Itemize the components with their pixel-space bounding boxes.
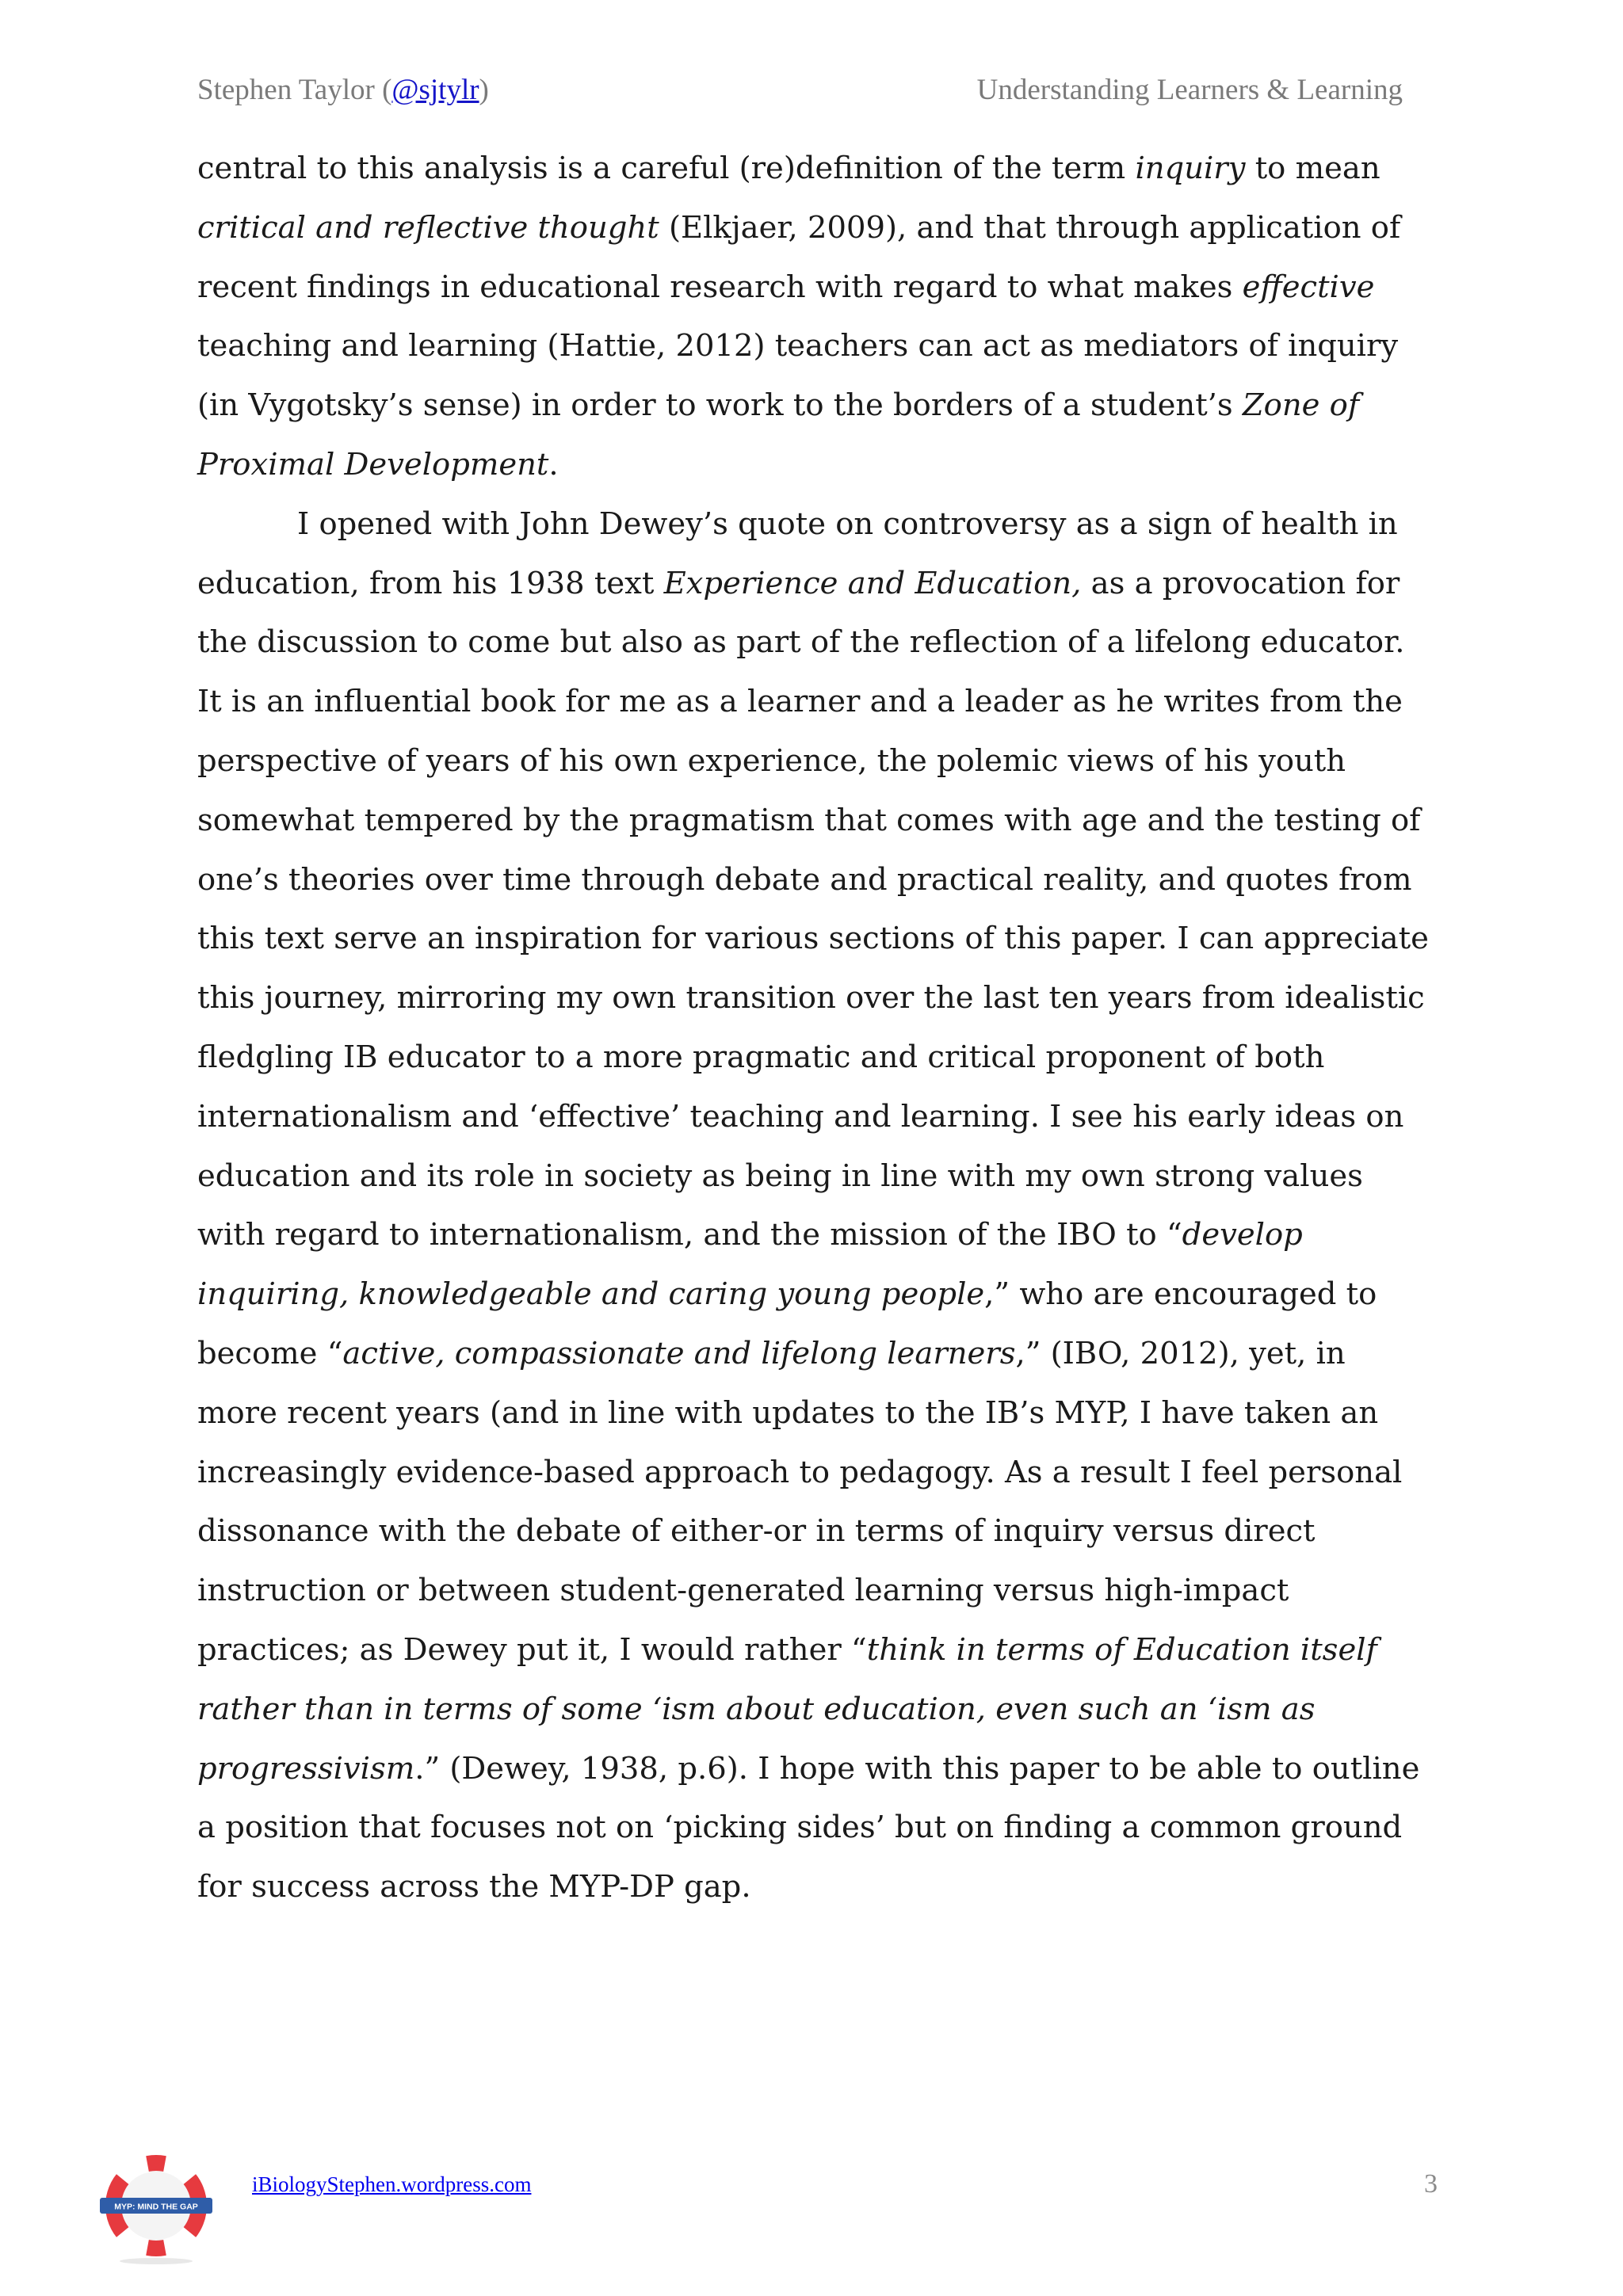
paragraph-2 [197, 495, 1434, 1917]
italic-text: effective [1242, 269, 1375, 305]
italic-text: Experience and Education, [663, 565, 1082, 601]
twitter-handle-link[interactable]: @sjtylr [391, 74, 479, 106]
page-number: 3 [1424, 2169, 1438, 2199]
paragraph-text: . [548, 446, 559, 482]
paragraph-text: (Elkjaer, 2009), and that through application of recent findings in educational research with regard to what makes [197, 209, 1401, 305]
italic-text: inquiry [1135, 151, 1246, 186]
paragraph-text: .” (Dewey, 1938, p.6). I hope with this paper to be able to outline a position that focuses not on ‘picking sides’ but on finding a common ground for success across the MYP-DP gap. [197, 1750, 1420, 1905]
footer-website-link[interactable]: iBiologyStephen.wordpress.com [252, 2172, 532, 2196]
header-author-suffix: ) [479, 74, 489, 106]
paragraph-text: to mean [1245, 151, 1381, 186]
header-author-prefix: Stephen Taylor ( [197, 74, 392, 106]
italic-text: develop inquiring, knowledgeable and caring young people [197, 1217, 1303, 1313]
paragraph-text: central to this analysis is a careful (re)definition of the term [197, 151, 1136, 186]
italic-text: Zone of Proximal Development [197, 387, 1360, 482]
paragraph-text: ,” who are encouraged to become “ [197, 1276, 1377, 1371]
mind-the-gap-logo-icon [98, 2150, 214, 2266]
italic-text: critical and reflective thought [197, 209, 659, 246]
header-document-title: Understanding Learners & Learning [976, 74, 1403, 106]
header-author [197, 73, 489, 107]
paragraph-text: as a provocation for the discussion to come but also as part of the reflection of a lifelong educator. It is an influential book for me as a learner and a leader as he writes from the perspective of years of his own experience, the polemic views of his youth somewhat tempered by the pragmatism that comes with age and the testing of one’s theories over time through debate and practical reality, and quotes from this text serve an inspiration for various sections of this paper. I can appreciate this journey, mirroring my own transition over the last ten years from idealistic fledgling IB educator to a more pragmatic and critical proponent of both internationalism and ‘effective’ teaching and learning. I see his early ideas on education and its role in society as being in line with my own strong values with regard to internationalism, and the mission of the IBO to “ [197, 565, 1429, 1253]
paragraph-text: I opened with John Dewey’s quote on controversy as a sign of health in education, from his 1938 text [197, 505, 1398, 601]
italic-text: think in terms of Education itself rather than in terms of some ‘ism about education, even such an ‘ism as progressivism [197, 1631, 1377, 1787]
page-header [197, 73, 1403, 120]
logo-text: MYP: MIND THE GAP [114, 2202, 198, 2212]
paragraph-text: teaching and learning (Hattie, 2012) teachers can act as mediators of inquiry (in Vygotsky’s sense) in order to work to the borders of a student’s [197, 328, 1399, 424]
footer-website [252, 2172, 531, 2197]
paragraph-1 [197, 139, 1434, 495]
italic-text: active, compassionate and lifelong learners [342, 1335, 1016, 1371]
paragraph-text: ,” (IBO, 2012), yet, in more recent years (and in line with updates to the IB’s MYP, I have taken an increasingly evidence-based approach to pedagogy. As a result I feel personal dissonance with the debate of either-or in terms of inquiry versus direct instruction or between student-generated learning versus high-impact practices; as Dewey put it, I would rather “ [197, 1335, 1403, 1668]
body-text [197, 139, 1434, 1917]
